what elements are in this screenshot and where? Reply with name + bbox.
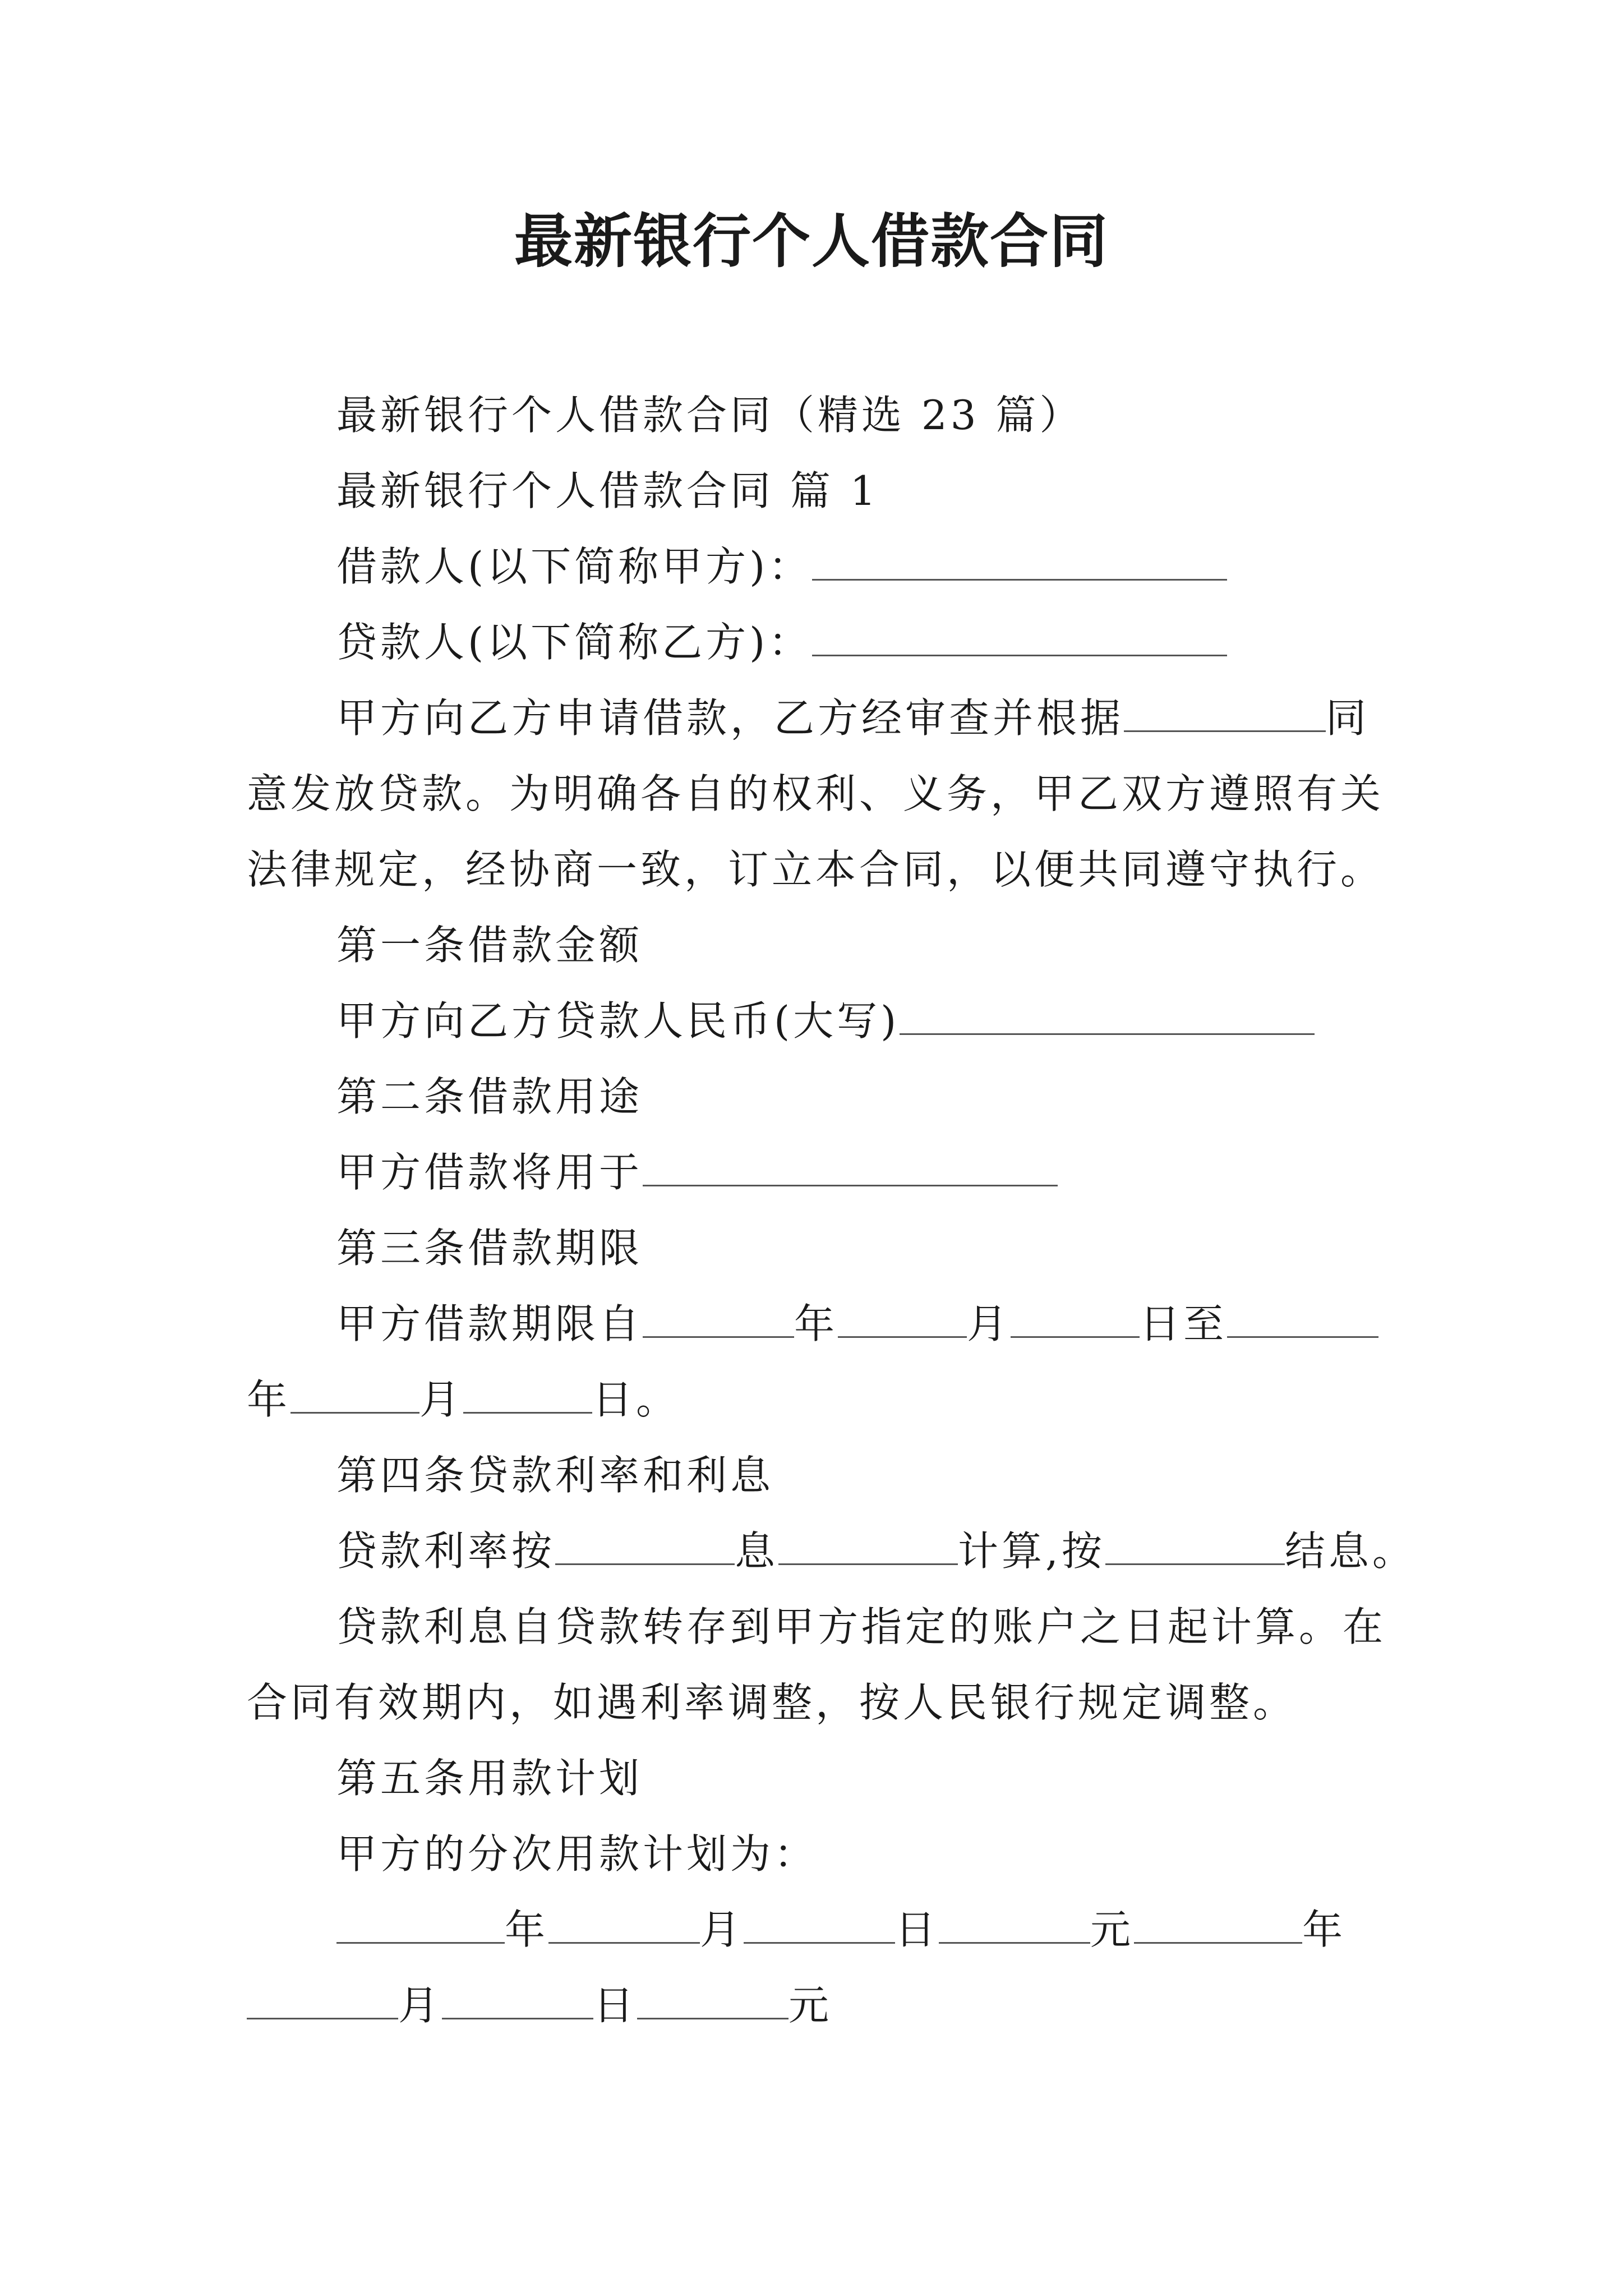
day-blank [744, 1903, 895, 1944]
year-blank [1227, 1297, 1378, 1338]
paragraph-text: 合同有效期内，如遇利率调整，按人民银行规定调整。 [247, 1679, 1297, 1726]
rate-blank [778, 1524, 958, 1565]
year-blank [643, 1297, 794, 1338]
paragraph-text: 同 [1326, 694, 1370, 742]
term-text: 甲方借款期限自 [336, 1300, 643, 1347]
article-heading [247, 1750, 1391, 1806]
amount-line [247, 993, 1391, 1049]
schedule-text: 日 [593, 1982, 638, 2029]
interest-line [247, 1523, 1416, 1579]
paragraph-line [247, 841, 1391, 898]
paragraph-line [247, 1599, 1391, 1655]
article-heading-text: 第三条借款期限 [336, 1225, 643, 1272]
article-heading-text: 第二条借款用途 [336, 1073, 643, 1120]
schedule-text: 年 [505, 1906, 549, 1953]
term-text: 年 [247, 1376, 291, 1423]
borrower-label: 借款人(以下简称甲方)： [336, 543, 813, 590]
schedule-text: 元 [1090, 1906, 1135, 1953]
interest-text: 结息。 [1284, 1527, 1416, 1575]
paragraph-text: 贷款利息自贷款转存到甲方指定的账户之日起计算。在 [336, 1603, 1387, 1650]
month-blank [247, 1978, 398, 2019]
schedule-text: 元 [789, 1982, 833, 2029]
plan-line [247, 1826, 1391, 1882]
lender-line [247, 614, 1391, 670]
article-heading [247, 1447, 1391, 1503]
year-blank [1134, 1903, 1302, 1944]
document-title: 最新银行个人借款合同 [514, 206, 1109, 275]
section-heading [247, 463, 1391, 519]
lender-label: 贷款人(以下简称乙方)： [336, 619, 813, 666]
paragraph-line [247, 690, 1391, 746]
amount-blank [637, 1978, 789, 2019]
article-heading [247, 917, 1391, 973]
month-blank [838, 1297, 967, 1338]
amount-label: 甲方向乙方贷款人民币(大写) [336, 997, 900, 1045]
year-blank [336, 1903, 505, 1944]
schedule-text: 月 [398, 1982, 442, 2029]
term-text: 月 [419, 1376, 464, 1423]
lender-blank [812, 615, 1227, 656]
paragraph-text: 甲方向乙方申请借款，乙方经审查并根据 [336, 694, 1124, 742]
purpose-blank [643, 1145, 1058, 1186]
plan-text: 甲方的分次用款计划为： [336, 1830, 818, 1878]
article-heading-text: 第一条借款金额 [336, 922, 643, 969]
article-heading [247, 1220, 1391, 1276]
paragraph-text: 意发放贷款。为明确各自的权利、义务，甲乙双方遵照有关 [247, 770, 1385, 817]
term-text: 月 [967, 1300, 1011, 1347]
day-blank [442, 1978, 593, 2019]
paragraph-line [247, 766, 1391, 822]
schedule-line [247, 1902, 1391, 1958]
basis-blank [1124, 691, 1326, 732]
purpose-line [247, 1144, 1391, 1200]
borrower-blank [812, 540, 1227, 581]
term-text: 年 [794, 1300, 838, 1347]
amount-blank [939, 1903, 1090, 1944]
term-line [247, 1372, 1391, 1428]
day-blank [1011, 1297, 1140, 1338]
section-heading-text: 最新银行个人借款合同 篇 1 [336, 467, 879, 514]
interest-text: 贷款利率按 [336, 1527, 556, 1575]
interest-text: 计算,按 [958, 1527, 1105, 1575]
article-heading-text: 第四条贷款利率和利息 [336, 1452, 774, 1499]
paragraph-line [247, 1674, 1391, 1731]
subtitle-line [247, 387, 1391, 443]
term-text: 日至 [1140, 1300, 1228, 1347]
article-heading [247, 1069, 1391, 1125]
purpose-label: 甲方借款将用于 [336, 1149, 643, 1196]
schedule-text: 年 [1302, 1906, 1347, 1953]
schedule-text: 日 [895, 1906, 939, 1953]
settlement-blank [1105, 1524, 1285, 1565]
term-text: 日。 [592, 1376, 680, 1423]
paragraph-text: 法律规定，经协商一致，订立本合同，以便共同遵守执行。 [247, 846, 1385, 893]
schedule-line [247, 1977, 1391, 2033]
interest-text: 息 [735, 1527, 779, 1575]
amount-blank [900, 994, 1315, 1035]
term-line [247, 1296, 1391, 1352]
borrower-line [247, 539, 1391, 595]
month-blank [548, 1903, 700, 1944]
month-blank [291, 1373, 419, 1414]
article-heading-text: 第五条用款计划 [336, 1755, 643, 1802]
day-blank [463, 1373, 592, 1414]
schedule-text: 月 [700, 1906, 744, 1953]
rate-blank [555, 1524, 735, 1565]
subtitle-text: 最新银行个人借款合同（精选 23 篇） [336, 392, 1083, 439]
